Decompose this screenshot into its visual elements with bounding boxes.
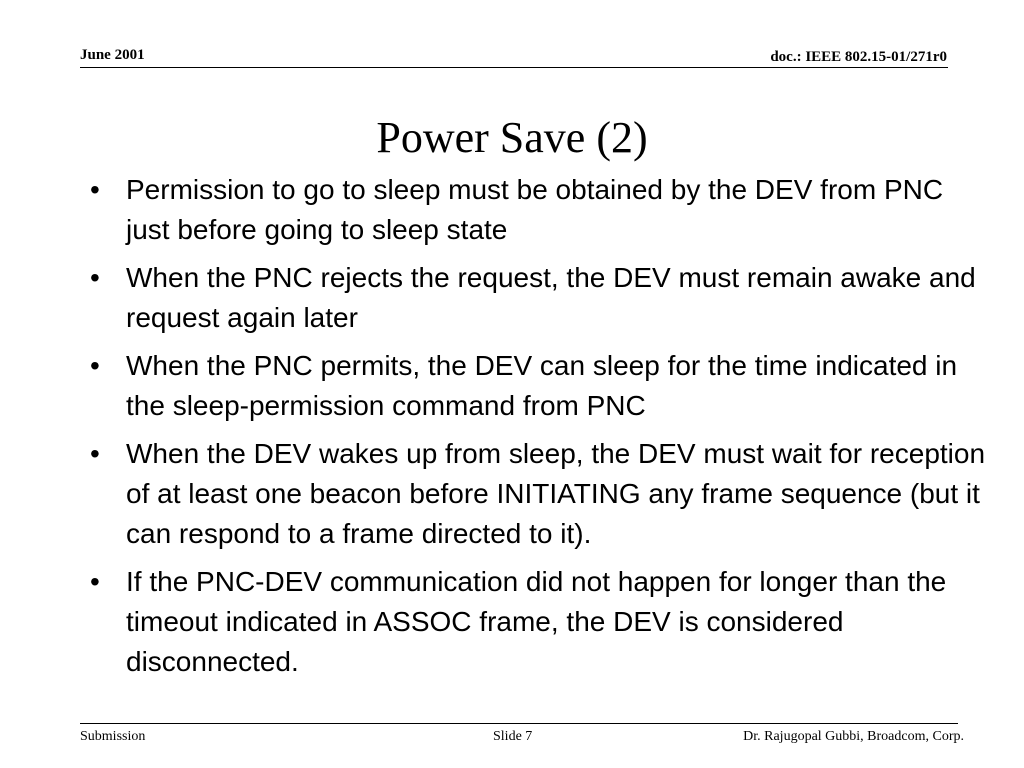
bullet-dot: •	[90, 262, 100, 293]
bullet-item	[84, 346, 994, 426]
footer-submission: Submission	[80, 729, 146, 744]
bullet-item	[84, 562, 994, 682]
bullet-text: When the PNC rejects the request, the DEV must remain awake and request again later	[126, 262, 976, 333]
bullet-dot: •	[90, 438, 100, 469]
footer-rule	[80, 723, 958, 724]
bullet-text: When the DEV wakes up from sleep, the DEV must wait for reception of at least one beacon before INITIATING any frame sequence (but it can respond to a frame directed to it).	[126, 438, 986, 549]
bullet-item	[84, 258, 994, 338]
bullet-text: Permission to go to sleep must be obtained by the DEV from PNC just before going to sleep state	[126, 174, 944, 245]
header-date: June 2001	[80, 47, 145, 63]
bullet-dot: •	[90, 566, 100, 597]
footer-author: Dr. Rajugopal Gubbi, Broadcom, Corp.	[743, 729, 964, 744]
bullet-dot: •	[90, 174, 100, 205]
bullet-text: If the PNC-DEV communication did not happen for longer than the timeout indicated in ASSOC frame, the DEV is considered disconnected.	[126, 566, 947, 677]
bullet-dot: •	[90, 350, 100, 381]
bullet-text: When the PNC permits, the DEV can sleep for the time indicated in the sleep-permission command from PNC	[126, 350, 958, 421]
footer-slide-number: Slide 7	[493, 729, 533, 744]
slide-title: Power Save (2)	[376, 113, 648, 162]
bullet-list	[84, 170, 994, 690]
bullet-item	[84, 434, 994, 554]
header-doc-id: doc.: IEEE 802.15-01/271r0	[770, 49, 947, 65]
header-rule	[80, 67, 948, 68]
bullet-item	[84, 170, 994, 250]
